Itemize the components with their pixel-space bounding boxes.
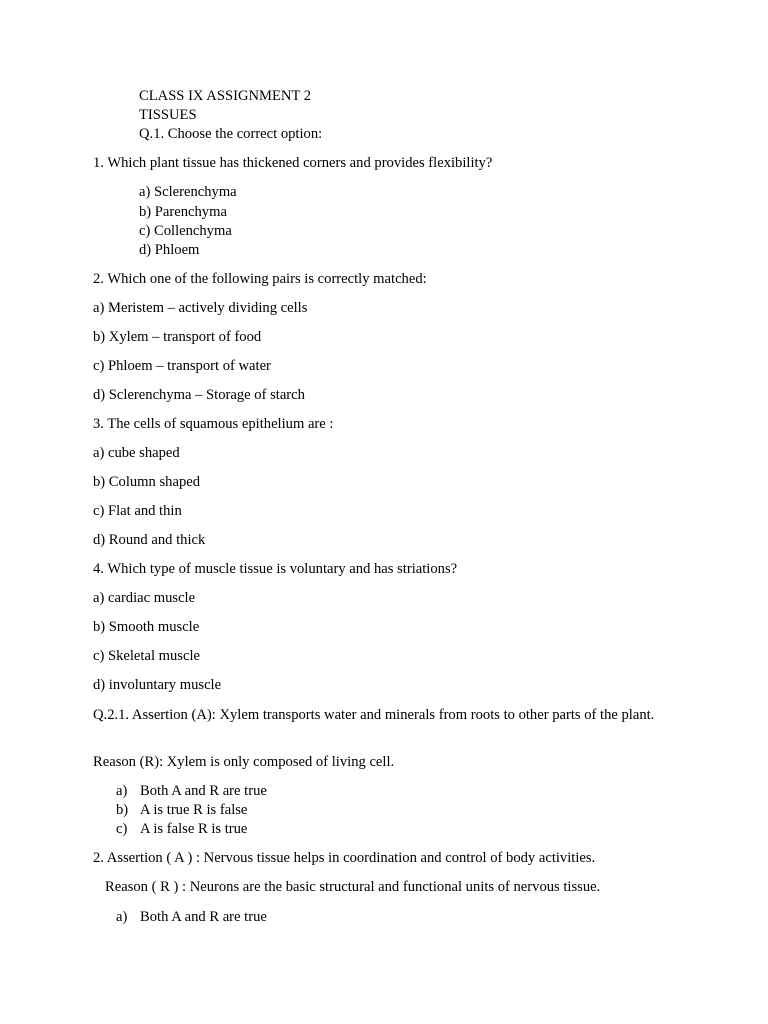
assertion-reason-2-option-a [116, 908, 267, 927]
question-4-option-d: d) involuntary muscle [93, 677, 222, 693]
section-heading-q1: Q.1. Choose the correct option: [139, 126, 323, 142]
question-4-option-a: a) cardiac muscle [93, 590, 196, 606]
option-label: a) [116, 783, 128, 799]
option-label: c) [116, 821, 128, 837]
option-label: b) [116, 802, 129, 818]
question-3-option-b: b) Column shaped [93, 474, 201, 490]
assertion-reason-1-assertion: Q.2.1. Assertion (A): Xylem transports water and minerals from roots to other parts of the plant. [93, 707, 655, 723]
question-1-option-b: b) Parenchyma [139, 204, 227, 220]
question-4-option-b: b) Smooth muscle [93, 619, 200, 635]
assertion-reason-2-reason: Reason ( R ) : Neurons are the basic structural and functional units of nervous tissue. [105, 879, 601, 895]
question-3-option-c: c) Flat and thin [93, 503, 182, 519]
assertion-reason-1-reason: Reason (R): Xylem is only composed of living cell. [93, 754, 395, 770]
subject-title: TISSUES [139, 107, 197, 123]
question-2-option-c: c) Phloem – transport of water [93, 358, 271, 374]
question-1: 1. Which plant tissue has thickened corners and provides flexibility? [93, 155, 493, 171]
option-text: Both A and R are true [140, 783, 267, 799]
question-3: 3. The cells of squamous epithelium are : [93, 416, 334, 432]
question-1-option-a: a) Sclerenchyma [139, 184, 237, 200]
assertion-reason-2-assertion: 2. Assertion ( A ) : Nervous tissue helps in coordination and control of body activities. [93, 850, 596, 866]
question-3-option-d: d) Round and thick [93, 532, 206, 548]
assertion-reason-1-option-b [116, 801, 247, 820]
question-2-option-b: b) Xylem – transport of food [93, 329, 262, 345]
option-text: A is false R is true [140, 821, 248, 837]
question-2-option-d: d) Sclerenchyma – Storage of starch [93, 387, 305, 403]
question-1-option-d: d) Phloem [139, 242, 200, 258]
question-1-option-c: c) Collenchyma [139, 223, 232, 239]
question-2: 2. Which one of the following pairs is correctly matched: [93, 271, 427, 287]
question-4: 4. Which type of muscle tissue is voluntary and has striations? [93, 561, 458, 577]
option-text: Both A and R are true [140, 909, 267, 925]
option-label: a) [116, 909, 128, 925]
assignment-title: CLASS IX ASSIGNMENT 2 [139, 88, 312, 104]
question-3-option-a: a) cube shaped [93, 445, 180, 461]
question-4-option-c: c) Skeletal muscle [93, 648, 200, 664]
assertion-reason-1-option-c [116, 820, 247, 839]
option-text: A is true R is false [140, 802, 248, 818]
question-2-option-a: a) Meristem – actively dividing cells [93, 300, 308, 316]
assertion-reason-1-option-a [116, 782, 267, 801]
